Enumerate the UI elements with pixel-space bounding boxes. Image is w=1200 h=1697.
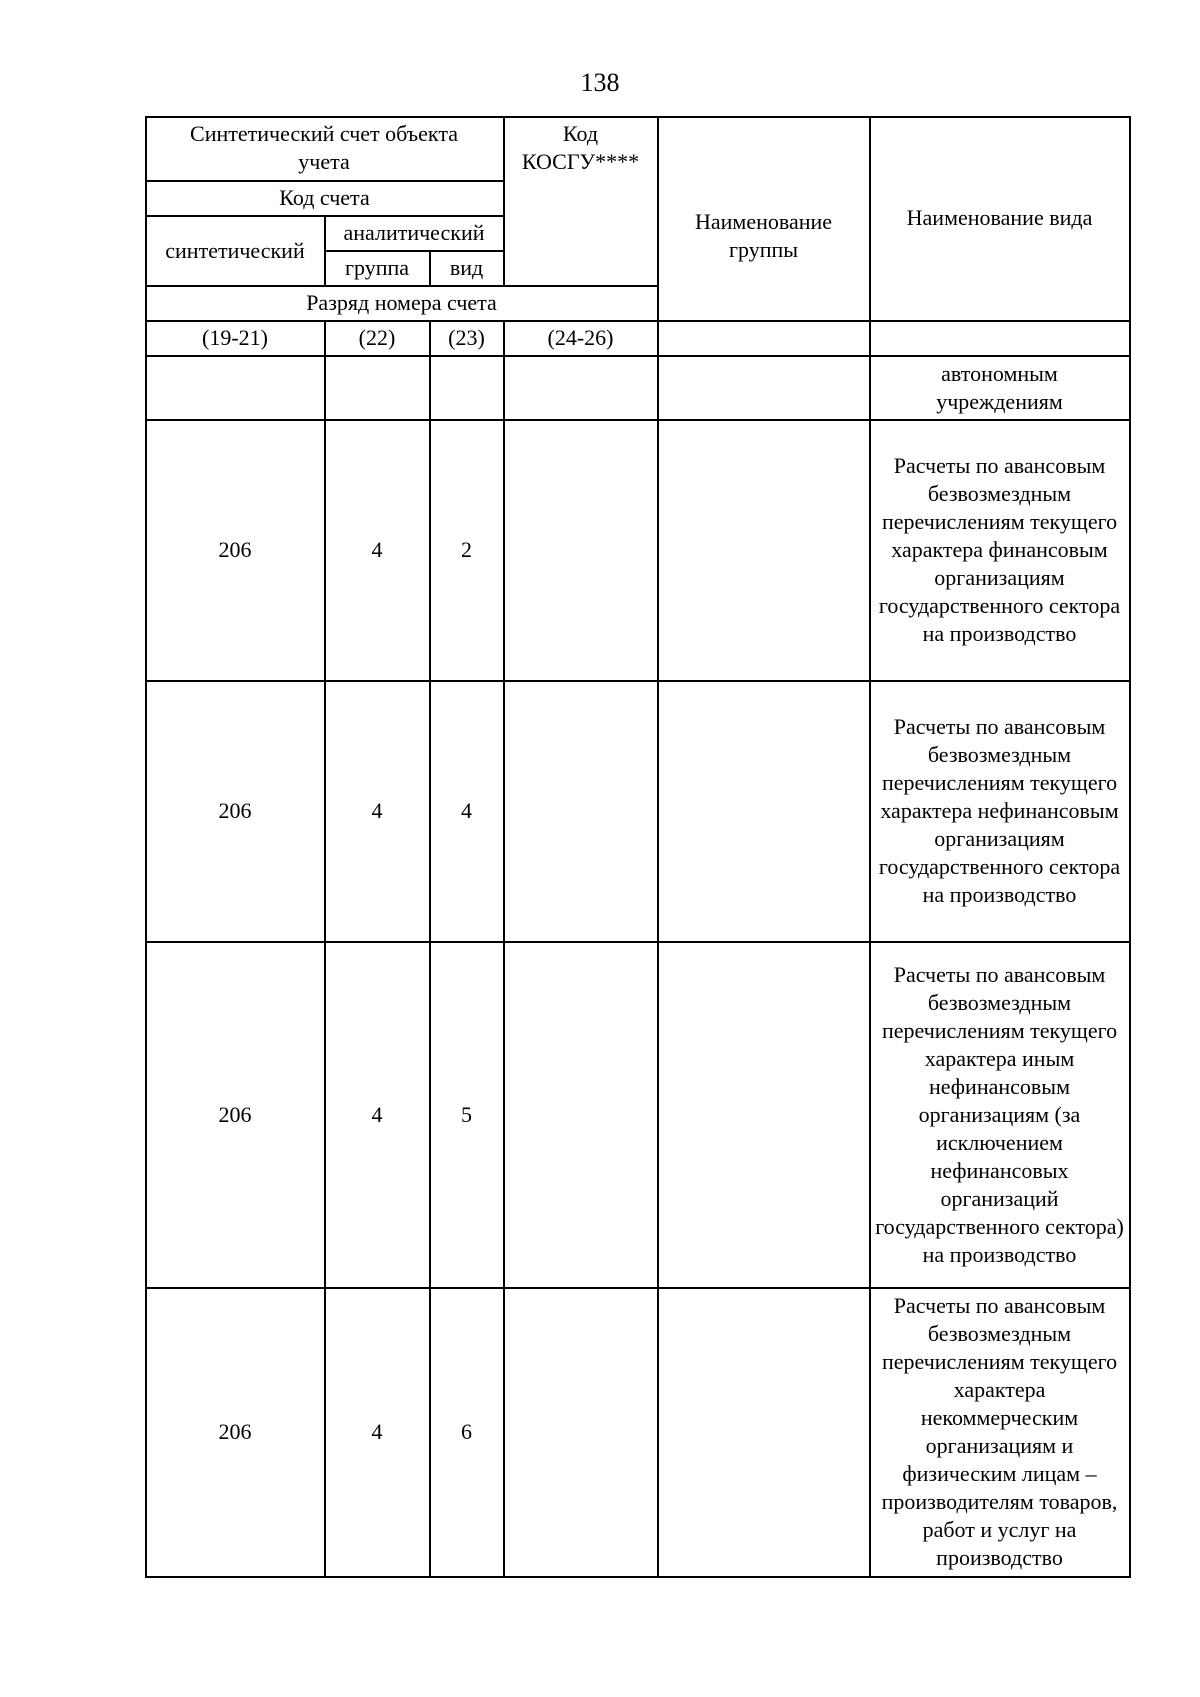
cell-synthetic: 206 <box>218 1419 252 1444</box>
header-analytic: аналитический <box>343 220 485 245</box>
page-number: 138 <box>580 68 620 97</box>
digit-range <box>870 321 1129 355</box>
cell-synthetic <box>146 356 324 419</box>
cell-kosgu <box>504 1288 657 1576</box>
cell-type-name: Расчеты по авансовым безвозмездным перечислениям текущего характера некоммерческим организациям и физическим лицам – производителям товаров, работ и услуг на производство <box>881 1293 1118 1570</box>
cell-synthetic: 206 <box>218 798 252 823</box>
header-account-digit: Разряд номера счета <box>306 290 497 315</box>
cell-group-name <box>658 356 869 419</box>
header-synthetic: синтетический <box>165 237 305 263</box>
cell-type <box>430 356 503 419</box>
cell-group-name <box>658 681 869 941</box>
cell-kosgu <box>504 356 657 419</box>
table-border-right <box>1129 116 1131 1577</box>
cell-group: 4 <box>371 1101 383 1127</box>
cell-kosgu <box>504 681 657 941</box>
cell-type: 6 <box>461 1419 472 1444</box>
header-synthetic-account: Синтетический счет объекта учета <box>190 121 458 174</box>
cell-kosgu <box>504 942 657 1287</box>
header-type-name: Наименование вида <box>906 205 1093 230</box>
cell-group: 4 <box>371 1419 383 1444</box>
cell-group: 4 <box>371 537 383 562</box>
header-kosgu: Код КОСГУ**** <box>521 121 640 174</box>
cell-type-name: Расчеты по авансовым безвозмездным перечислениям текущего характера финансовым организациям государственного сектора на производство <box>878 453 1121 646</box>
header-group: группа <box>344 255 410 280</box>
cell-type-name: автономным учреждениям <box>936 360 1063 414</box>
cell-group <box>325 356 429 419</box>
header-type: вид <box>449 255 484 280</box>
cell-group-name <box>658 1288 869 1576</box>
cell-synthetic: 206 <box>218 537 252 562</box>
cell-kosgu <box>504 420 657 680</box>
cell-group-name <box>658 420 869 680</box>
cell-type: 4 <box>461 798 472 823</box>
cell-synthetic: 206 <box>218 1101 252 1127</box>
digit-range: (19-21) <box>202 325 268 350</box>
digit-range: (24-26) <box>547 325 614 350</box>
header-account-code: Код счета <box>279 185 370 210</box>
cell-type-name: Расчеты по авансовым безвозмездным перечислениям текущего характера нефинансовым организациям государственного сектора на производство <box>878 714 1121 907</box>
cell-type: 5 <box>461 1101 472 1127</box>
table-border-bottom <box>145 1576 1131 1578</box>
cell-type-name: Расчеты по авансовым безвозмездным перечислениям текущего характера иным нефинансовым организациям (за исключением нефинансовых организаций государственного сектора) на производство <box>875 961 1124 1267</box>
digit-range <box>658 321 869 355</box>
cell-group: 4 <box>371 798 383 823</box>
digit-range: (22) <box>358 325 396 350</box>
digit-range: (23) <box>448 325 485 350</box>
cell-group-name <box>658 942 869 1287</box>
header-group-name: Наименование группы <box>694 208 833 262</box>
cell-type: 2 <box>461 537 472 562</box>
